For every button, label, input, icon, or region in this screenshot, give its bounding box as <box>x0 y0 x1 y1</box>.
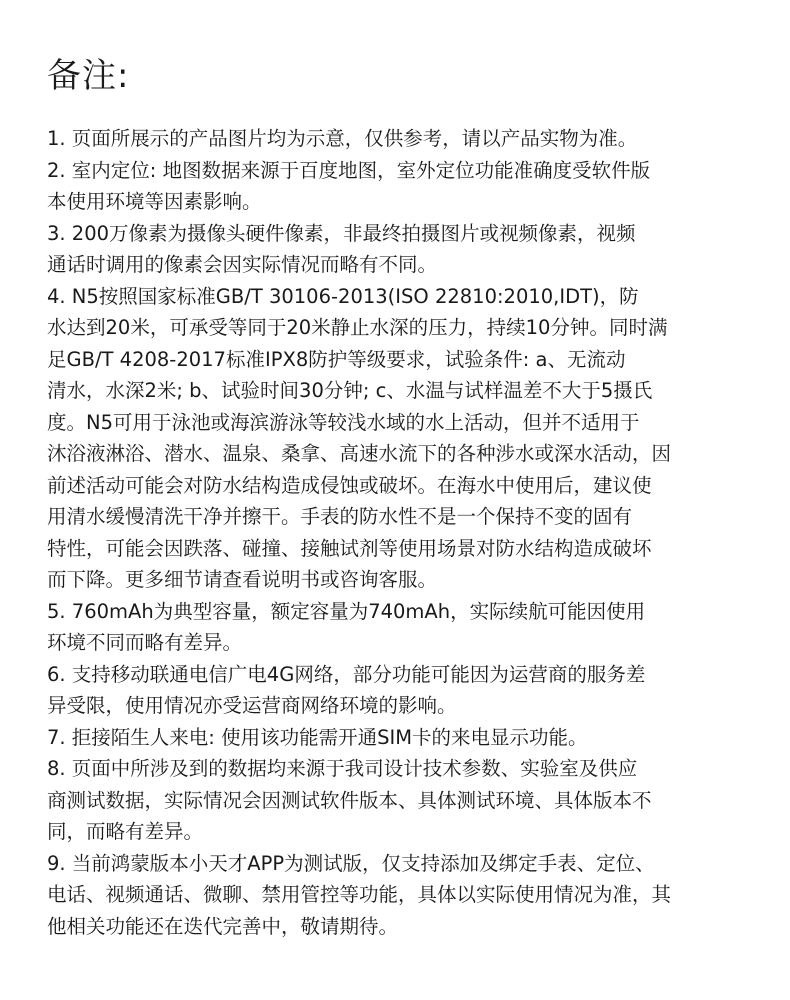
note-item-6: 6. 支持移动联通电信广电4G网络，部分功能可能因为运营商的服务差 异受限，使用情况亦受运营商网络环境的影响。 <box>47 662 646 717</box>
note-item-9: 9. 当前鸿蒙版本小天才APP为测试版，仅支持添加及绑定手表、定位、 电话、视频通话、微聊、禁用管控等功能，具体以实际使用情况为准，其 他相关功能还在迭代完善中，敬请期待。 <box>47 851 672 938</box>
note-item-5: 5. 760mAh为典型容量，额定容量为740mAh，实际续航可能因使用 环境不同而略有差异。 <box>47 599 646 654</box>
note-item-2: 2. 室内定位: 地图数据来源于百度地图，室外定位功能准确度受软件版 本使用环境等因素影响。 <box>47 158 651 213</box>
notes-list <box>47 123 747 942</box>
note-item-1: 1. 页面所展示的产品图片均为示意，仅供参考，请以产品实物为准。 <box>47 127 638 150</box>
note-item-3: 3. 200万像素为摄像头硬件像素，非最终拍摄图片或视频像素，视频 通话时调用的像素会因实际情况而略有不同。 <box>47 221 636 276</box>
note-item-7: 7. 拒接陌生人来电: 使用该功能需开通SIM卡的来电显示功能。 <box>47 725 588 749</box>
note-item-8: 8. 页面中所涉及到的数据均来源于我司设计技术参数、实验室及供应 商测试数据，实际情况会因测试软件版本、具体测试环境、具体版本不 同，而略有差异。 <box>47 757 652 843</box>
note-item-4: 4. N5按照国家标准GB/T 30106-2013(ISO 22810:2010,IDT)，防 水达到20米，可承受等同于20米静止水深的压力，持续10分钟。同时满 足GB/T 4208-2017标准IPX8防护等级要求，试验条件: a、无流动 清水，水深2米; b、试验时间30分钟; c、水温与试样温差不大于5摄氏 度。N5可用于泳池或海滨游泳等较浅水域的水上活动，但并不适用于 沐浴液淋浴、潜水、温泉、桑拿、高速水流下的各种涉水或深水活动，因 前述活动可能会对防水结构造成侵蚀或破坏。在海水中使用后，建议使 用清水缓慢清洗干净并擦干。手表的防水性不是一个保持不变的固有 特性，可能会因跌落、碰撞、接触试剂等使用场景对防水结构造成破坏 而下降。更多细节请查看说明书或咨询客服。 <box>47 284 672 591</box>
page-title: 备注: <box>47 56 130 96</box>
